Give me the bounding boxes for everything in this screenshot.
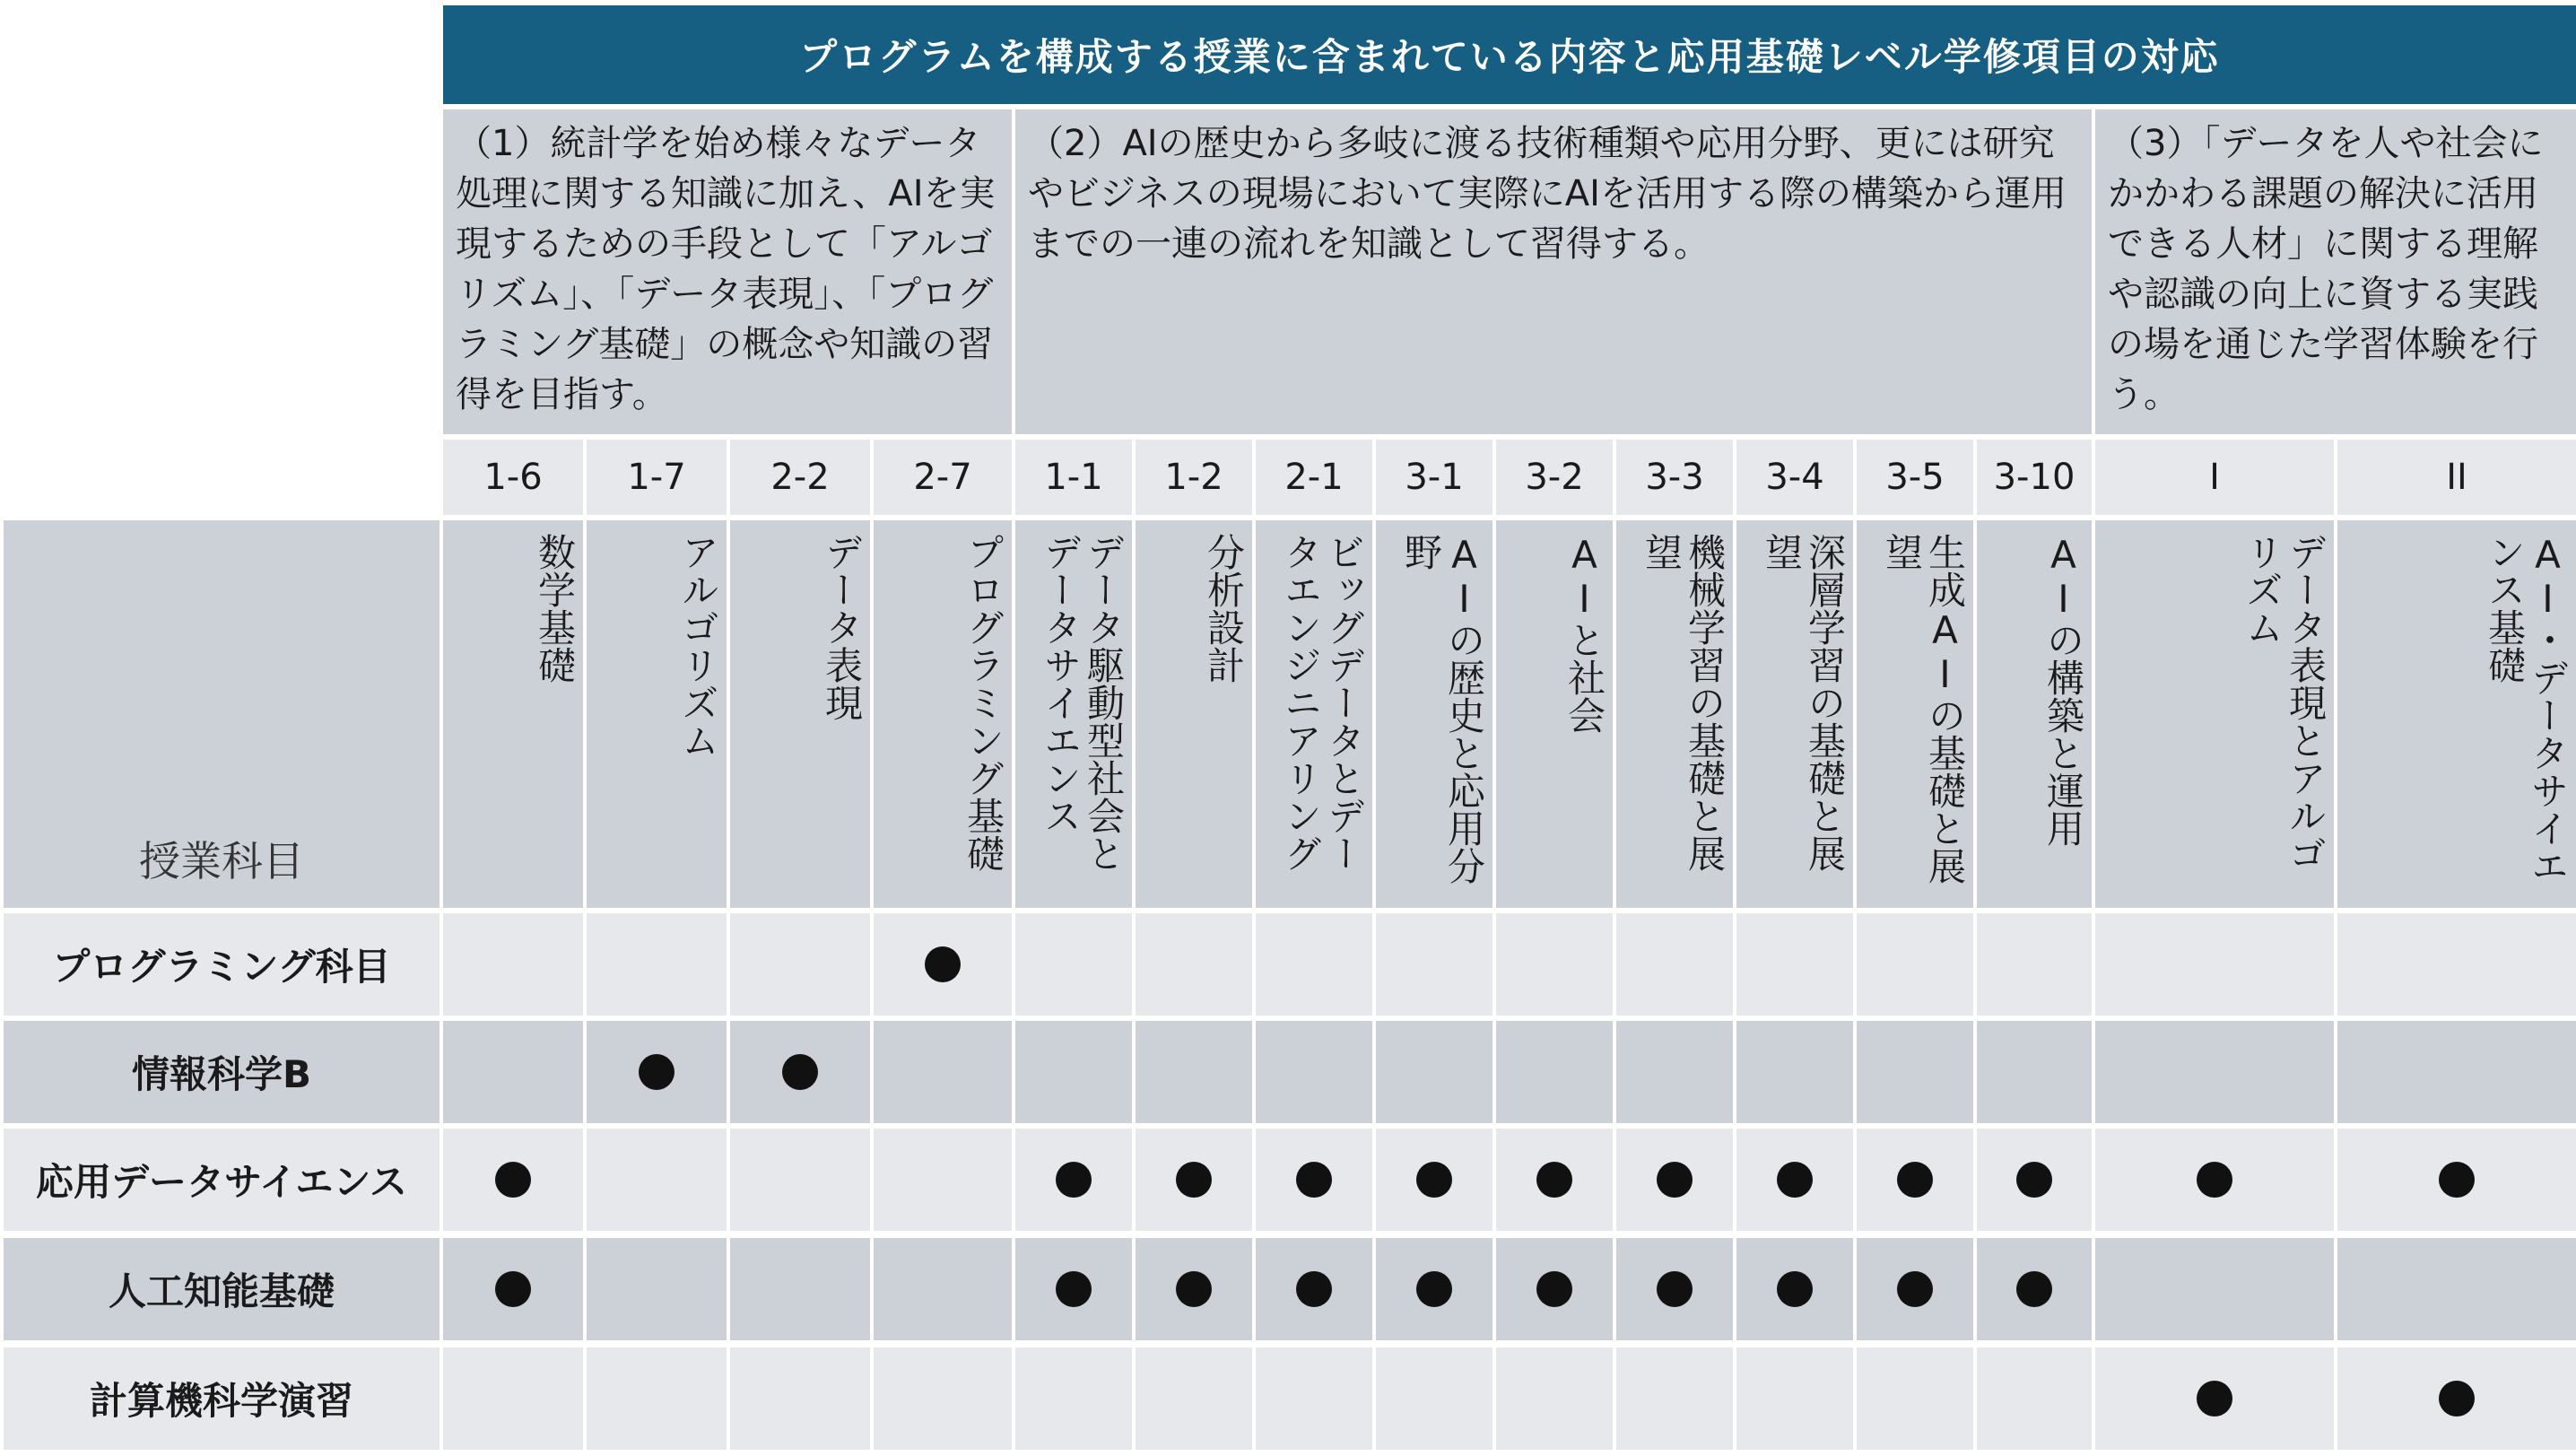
course-name: 人工知能基礎 (4, 1238, 439, 1340)
mark-cell (1136, 1238, 1252, 1340)
mark-cell (443, 1129, 583, 1231)
item-name-11: 深層学習の基礎と展望 (1736, 520, 1853, 908)
coverage-dot (1296, 1271, 1332, 1307)
mark-cell (1736, 913, 1853, 1016)
mark-cell (587, 1347, 727, 1450)
mark-cell (874, 1021, 1012, 1123)
item-name-6: 分析設計 (1136, 520, 1252, 908)
mark-cell (1616, 1021, 1733, 1123)
mark-cell (730, 1238, 870, 1340)
mark-cell (2337, 1238, 2576, 1340)
mark-cell (730, 1021, 870, 1123)
item-code-10: 3-3 (1616, 440, 1733, 515)
mark-cell (1977, 1347, 2092, 1450)
item-name-14: データ表現とアルゴリズム (2095, 520, 2334, 908)
mark-cell (2337, 1021, 2576, 1123)
mark-cell (874, 1238, 1012, 1340)
mark-cell (1857, 1238, 1973, 1340)
item-name-7: ビッグデータとデータエンジニアリング (1256, 520, 1372, 908)
coverage-dot (1296, 1162, 1332, 1198)
item-code-13: 3-10 (1977, 440, 2092, 515)
item-name-10: 機械学習の基礎と展望 (1616, 520, 1733, 908)
coverage-dot (495, 1271, 531, 1307)
group-3-description: （3）「データを人や社会にかかわる課題の解決に活用できる人材」に関する理解や認識の向上に資する実践の場を通じた学習体験を行う。 (2095, 109, 2576, 434)
table-title: プログラムを構成する授業に含まれている内容と応用基礎レベル学修項目の対応 (443, 5, 2576, 104)
mark-cell (1616, 1347, 1733, 1450)
mark-cell (730, 913, 870, 1016)
mark-cell (1496, 1129, 1613, 1231)
mark-cell (1376, 1347, 1493, 1450)
coverage-dot (1777, 1162, 1813, 1198)
item-code-11: 3-4 (1736, 440, 1853, 515)
mark-cell (587, 1129, 727, 1231)
mark-cell (443, 913, 583, 1016)
item-code-4: 2-7 (874, 440, 1012, 515)
mark-cell (1015, 913, 1132, 1016)
item-code-15: II (2337, 440, 2576, 515)
mark-cell (1857, 913, 1973, 1016)
mark-cell (1857, 1129, 1973, 1231)
coverage-dot (1657, 1162, 1693, 1198)
item-code-12: 3-5 (1857, 440, 1973, 515)
coverage-dot (2197, 1162, 2232, 1198)
item-name-13: AIの構築と運用 (1977, 520, 2092, 908)
coverage-dot (1416, 1162, 1452, 1198)
item-code-2: 1-7 (587, 440, 727, 515)
mark-cell (1015, 1347, 1132, 1450)
coverage-dot (1897, 1162, 1933, 1198)
mark-cell (1857, 1021, 1973, 1123)
coverage-dot (1416, 1271, 1452, 1307)
group-2-description: （2）AIの歴史から多岐に渡る技術種類や応用分野、更には研究やビジネスの現場において実際にAIを活用する際の構築から運用までの一連の流れを知識として習得する。 (1015, 109, 2092, 434)
mark-cell (874, 1347, 1012, 1450)
mark-cell (1496, 1021, 1613, 1123)
item-code-1: 1-6 (443, 440, 583, 515)
mark-cell (1015, 1129, 1132, 1231)
mark-cell (1256, 1238, 1372, 1340)
mark-cell (1496, 1238, 1613, 1340)
mark-cell (1136, 913, 1252, 1016)
mark-cell (1376, 1238, 1493, 1340)
mark-cell (1496, 913, 1613, 1016)
mark-cell (1736, 1238, 1853, 1340)
item-name-1: 数学基礎 (443, 520, 583, 908)
mark-cell (1736, 1021, 1853, 1123)
item-name-12: 生成AIの基礎と展望 (1857, 520, 1973, 908)
coverage-dot (1536, 1162, 1572, 1198)
coverage-dot (1777, 1271, 1813, 1307)
mark-cell (1857, 1347, 1973, 1450)
group-1-description: （1）統計学を始め様々なデータ処理に関する知識に加え、AIを実現するための手段として「アルゴリズム」、「データ表現」、「プログラミング基礎」の概念や知識の習得を目指す。 (443, 109, 1012, 434)
mark-cell (587, 1238, 727, 1340)
mark-cell (1977, 913, 2092, 1016)
mark-cell (2095, 1021, 2334, 1123)
mark-cell (2095, 1347, 2334, 1450)
item-code-8: 3-1 (1376, 440, 1493, 515)
item-code-7: 2-1 (1256, 440, 1372, 515)
mark-cell (1977, 1021, 2092, 1123)
mark-cell (874, 1129, 1012, 1231)
coverage-dot (639, 1054, 674, 1090)
mark-cell (2095, 1238, 2334, 1340)
mark-cell (1616, 913, 1733, 1016)
coverage-dot (2439, 1162, 2475, 1198)
mark-cell (1136, 1021, 1252, 1123)
mark-cell (1376, 1021, 1493, 1123)
mark-cell (587, 1021, 727, 1123)
mark-cell (1616, 1129, 1733, 1231)
coverage-dot (2439, 1381, 2475, 1417)
coverage-dot (925, 946, 961, 982)
item-code-14: I (2095, 440, 2334, 515)
mark-cell (1256, 913, 1372, 1016)
mark-cell (874, 913, 1012, 1016)
course-name: 情報科学B (4, 1021, 439, 1123)
mark-cell (1136, 1347, 1252, 1450)
corner-label: 授業科目 (4, 520, 439, 908)
coverage-dot (2016, 1271, 2052, 1307)
item-name-5: データ駆動型社会とデータサイエンス (1015, 520, 1132, 908)
mark-cell (443, 1347, 583, 1450)
mark-cell (443, 1238, 583, 1340)
course-name: 計算機科学演習 (4, 1347, 439, 1450)
item-code-5: 1-1 (1015, 440, 1132, 515)
mark-cell (1256, 1129, 1372, 1231)
coverage-dot (1536, 1271, 1572, 1307)
item-name-3: データ表現 (730, 520, 870, 908)
mark-cell (2095, 1129, 2334, 1231)
mark-cell (587, 913, 727, 1016)
mark-cell (2095, 913, 2334, 1016)
coverage-dot (1056, 1271, 1092, 1307)
mark-cell (1736, 1129, 1853, 1231)
coverage-dot (1056, 1162, 1092, 1198)
mark-cell (1376, 913, 1493, 1016)
mark-cell (730, 1129, 870, 1231)
coverage-dot (1176, 1162, 1212, 1198)
item-name-4: プログラミング基礎 (874, 520, 1012, 908)
coverage-dot (2197, 1381, 2232, 1417)
mark-cell (1015, 1021, 1132, 1123)
mark-cell (1256, 1021, 1372, 1123)
mark-cell (730, 1347, 870, 1450)
item-code-3: 2-2 (730, 440, 870, 515)
item-name-15: AI・データサイエンス基礎 (2337, 520, 2576, 908)
mark-cell (1256, 1347, 1372, 1450)
mark-cell (1977, 1129, 2092, 1231)
mark-cell (1376, 1129, 1493, 1231)
mark-cell (1736, 1347, 1853, 1450)
coverage-dot (495, 1162, 531, 1198)
item-name-8: AIの歴史と応用分野 (1376, 520, 1493, 908)
course-name: 応用データサイエンス (4, 1129, 439, 1231)
mark-cell (1977, 1238, 2092, 1340)
coverage-dot (782, 1054, 818, 1090)
item-code-6: 1-2 (1136, 440, 1252, 515)
mark-cell (2337, 1129, 2576, 1231)
mark-cell (1616, 1238, 1733, 1340)
coverage-dot (2016, 1162, 2052, 1198)
mark-cell (2337, 913, 2576, 1016)
mark-cell (1136, 1129, 1252, 1231)
coverage-dot (1176, 1271, 1212, 1307)
mark-cell (2337, 1347, 2576, 1450)
coverage-dot (1897, 1271, 1933, 1307)
item-name-9: AIと社会 (1496, 520, 1613, 908)
mark-cell (1496, 1347, 1613, 1450)
mark-cell (1015, 1238, 1132, 1340)
item-code-9: 3-2 (1496, 440, 1613, 515)
item-name-2: アルゴリズム (587, 520, 727, 908)
mark-cell (443, 1021, 583, 1123)
coverage-dot (1657, 1271, 1693, 1307)
course-name: プログラミング科目 (4, 913, 439, 1016)
